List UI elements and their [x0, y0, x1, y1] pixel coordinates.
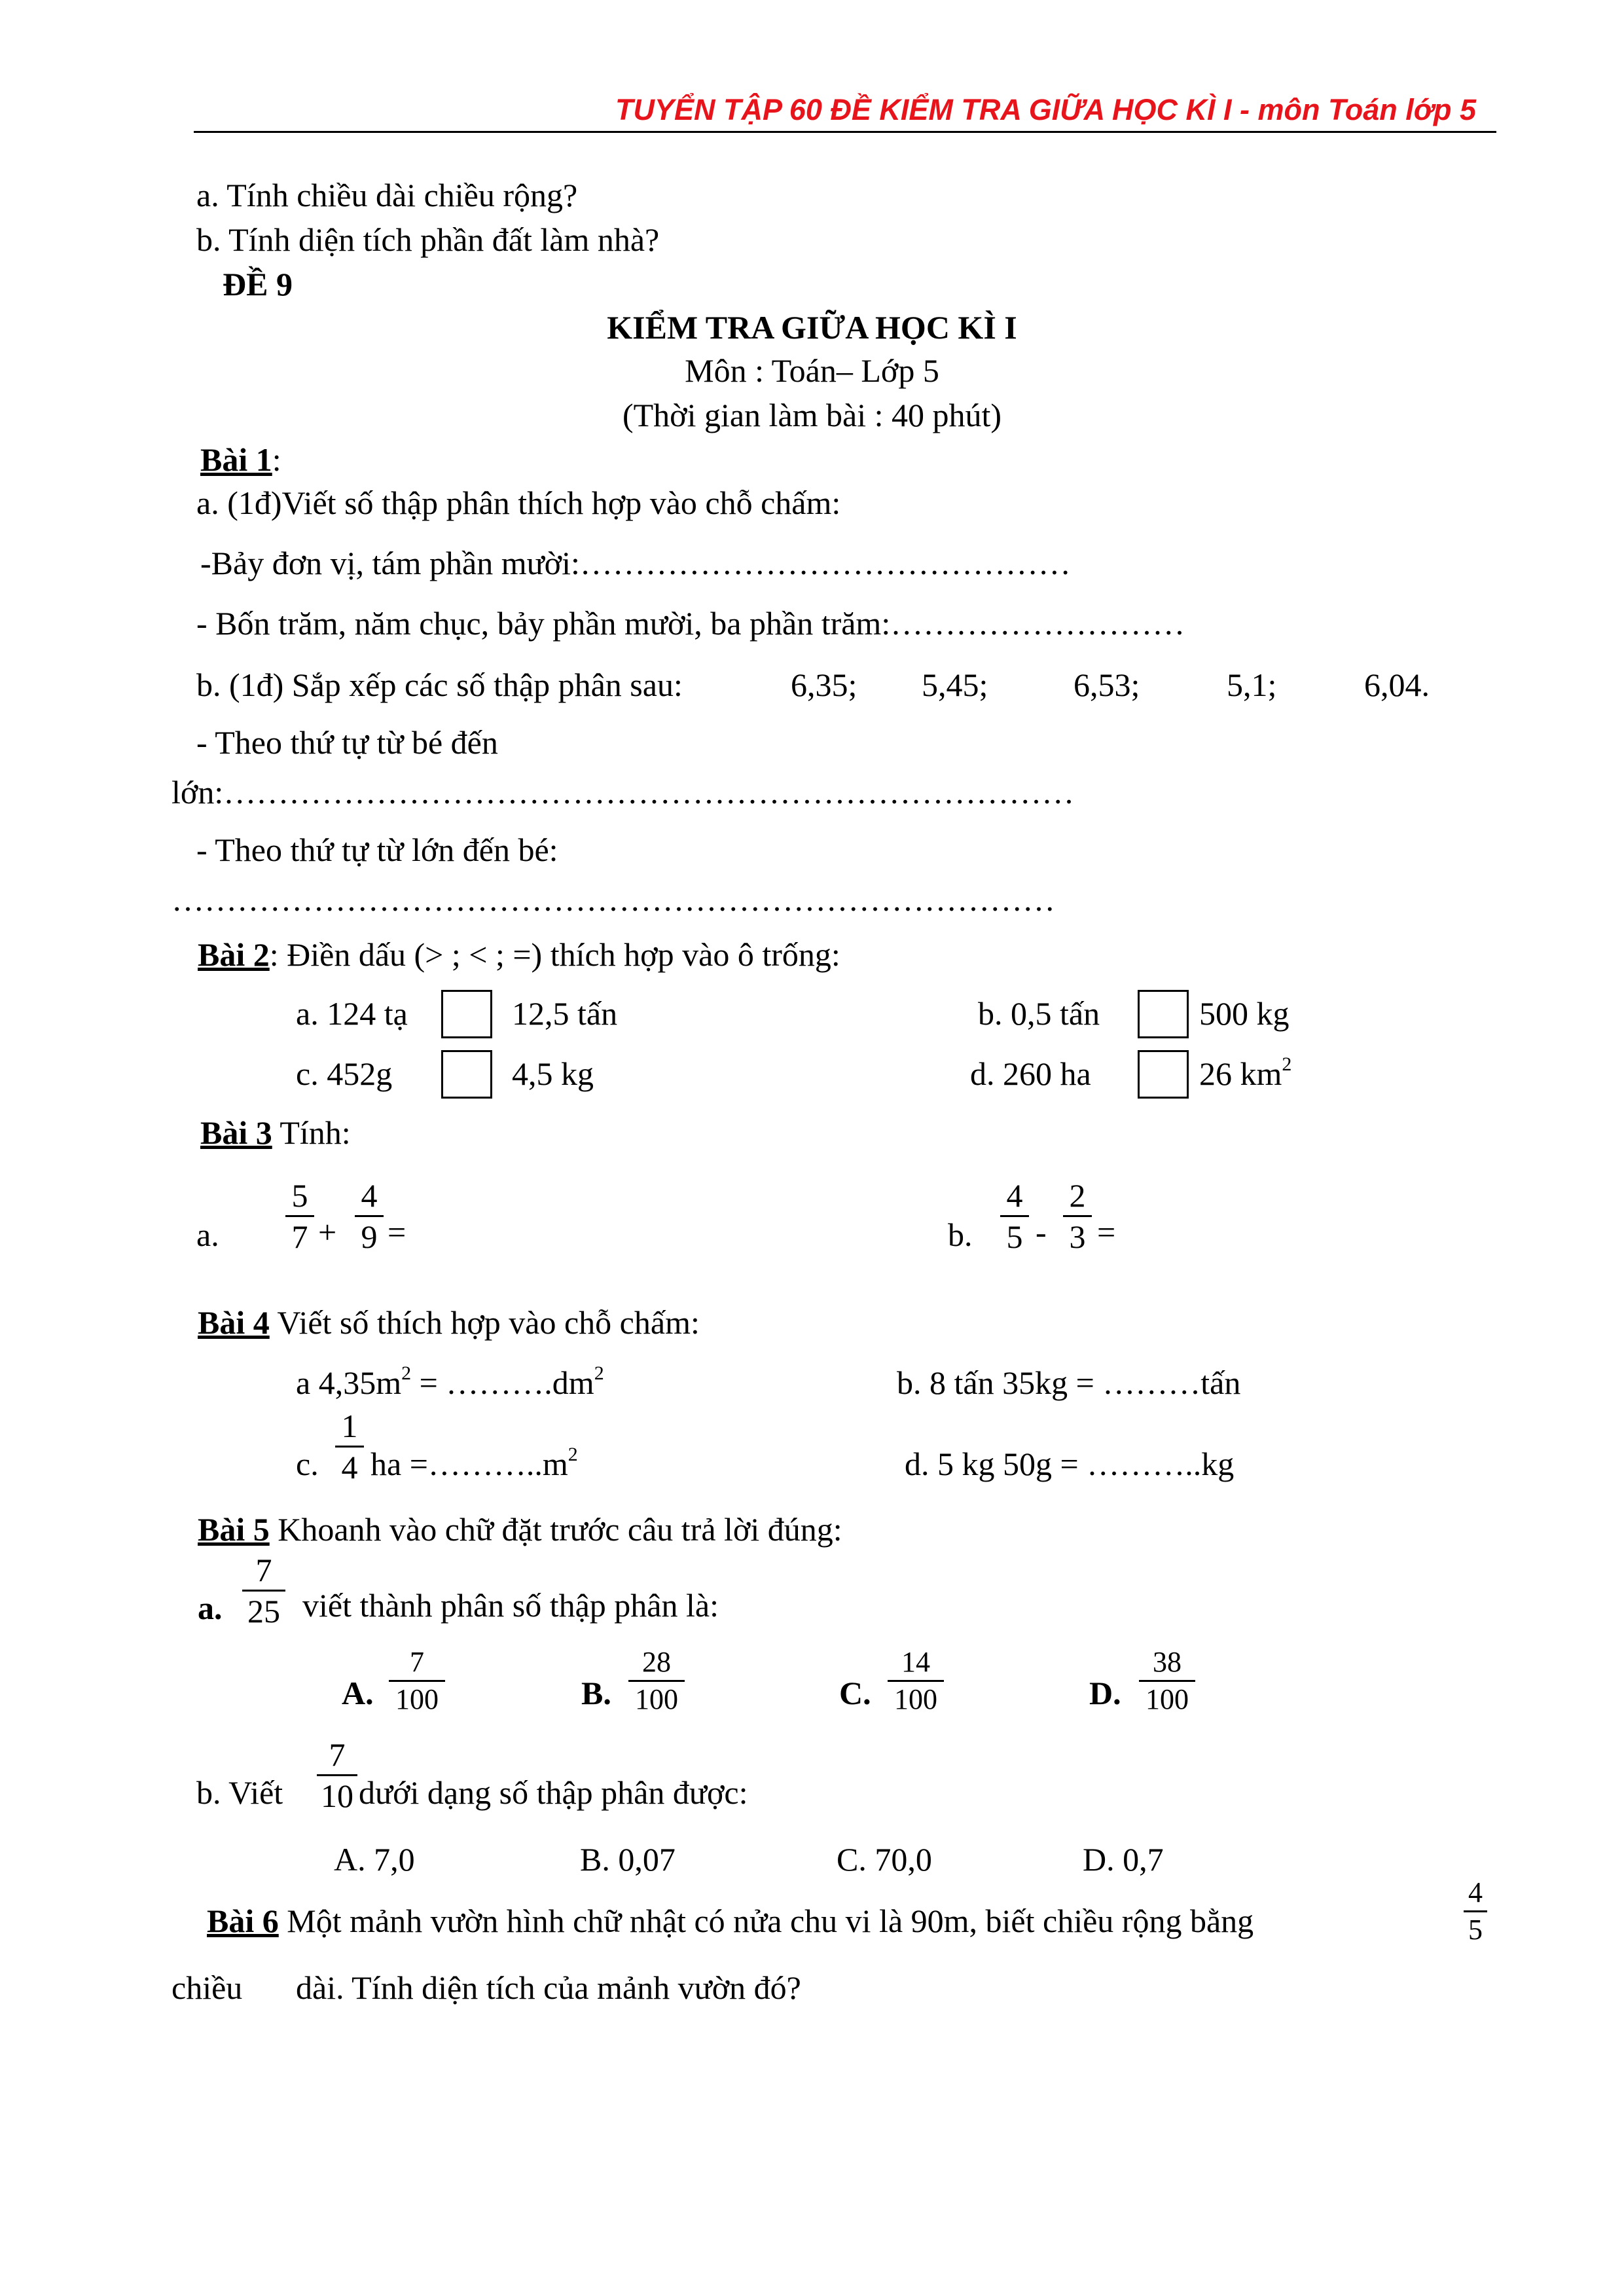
bai2-b-left: b. 0,5 tấn [978, 995, 1100, 1032]
bai3-b-fraction-1: 4 5 [1000, 1177, 1029, 1255]
bai5-a-choice-a-letter[interactable]: A. [342, 1675, 374, 1711]
prev-question-b: b. Tính diện tích phần đất làm nhà? [196, 221, 660, 258]
bai3-b-operator: - [1036, 1214, 1047, 1250]
prev-question-a: a. Tính chiều dài chiều rộng? [196, 177, 578, 213]
bai2-b-right: 500 kg [1199, 995, 1290, 1032]
bai5-b-text: dưới dạng số thập phân được: [359, 1774, 748, 1811]
bai3-b-equals: = [1097, 1214, 1116, 1250]
bai3-a-fraction-2: 4 9 [355, 1177, 384, 1255]
bai2-c-answer-box[interactable] [441, 1050, 492, 1099]
bai1-asc-line: lớn:…………………………………………………………………… [171, 774, 1075, 811]
bai4-a: a $4,35m^2$ = $\dots\dots\dots.dm^2$ [296, 1362, 604, 1401]
bai4-text: Viết số thích hợp vào chỗ chấm: [269, 1304, 700, 1341]
bai5-label: Bài 5 [198, 1511, 270, 1548]
bai3-heading [200, 1113, 351, 1152]
bai3-label: Bài 3 [200, 1114, 272, 1151]
bai1-desc-label: - Theo thứ tự từ lớn đến bé: [196, 831, 558, 868]
bai2-d-left: d. 260 ha [970, 1055, 1091, 1092]
bai1-a-intro: a. (1đ)Viết số thập phân thích hợp vào chỗ chấm: [196, 484, 841, 521]
bai5-text: Khoanh vào chữ đặt trước câu trả lời đúng: [269, 1511, 842, 1548]
bai5-b-fraction: 7 10 [317, 1736, 357, 1814]
bai5-a-choice-b-fraction: 28 100 [628, 1646, 685, 1716]
bai5-a-text: viết thành phân số thập phân là: [302, 1587, 719, 1624]
bai1-a-line2: - Bốn trăm, năm chục, bảy phần mười, ba phần trăm:……………………… [196, 605, 1185, 642]
bai2-a-right: 12,5 tấn [512, 995, 618, 1032]
bai1-a-line1: -Bảy đơn vị, tám phần mười:……………………………………… [200, 545, 1071, 581]
bai5-b-choice-d[interactable]: D. 0,7 [1083, 1841, 1164, 1878]
bai2-d-unit: 26 km [1199, 1055, 1282, 1092]
bai2-a-left: a. 124 tạ [296, 995, 408, 1032]
exam-subject: Môn : Toán– Lớp 5 [685, 352, 939, 389]
bai3-a-operator: + [318, 1214, 337, 1250]
bai2-label: Bài 2 [198, 936, 270, 973]
bai5-a-fraction: 7 25 [242, 1552, 285, 1630]
bai1-number-5: 6,04. [1364, 666, 1430, 703]
bai5-b-pre: b. Viết [196, 1774, 283, 1811]
bai5-a-choice-d-fraction: 38 100 [1139, 1646, 1195, 1716]
bai2-a-answer-box[interactable] [441, 990, 492, 1038]
bai1-number-2: 5,45; [922, 666, 988, 703]
bai5-a-choice-a-fraction: 7 100 [389, 1646, 445, 1716]
bai4-label: Bài 4 [198, 1304, 270, 1341]
bai2-text: : Điền dấu (> ; < ; =) thích hợp vào ô trống: [269, 936, 840, 973]
bai6-line2-end: dài. Tính diện tích của mảnh vườn đó? [296, 1969, 801, 2006]
bai4-c-label: c. [296, 1446, 319, 1482]
bai4-d: d. 5 kg 50g = ………..kg [905, 1446, 1235, 1482]
bai3-text: Tính: [272, 1114, 351, 1151]
bai4-heading [198, 1303, 700, 1342]
bai3-a-label: a. [196, 1216, 219, 1253]
bai5-b-choice-c[interactable]: C. 70,0 [837, 1841, 932, 1878]
page-header: TUYỂN TẬP 60 ĐỀ KIỂM TRA GIỮA HỌC KÌ I - môn Toán lớp 5 [615, 93, 1476, 126]
bai1-number-1: 6,35; [791, 666, 857, 703]
bai2-c-left: c. 452g [296, 1055, 393, 1092]
bai5-a-label: a. [198, 1590, 223, 1626]
bai4-b: b. 8 tấn 35kg = ………tấn [897, 1364, 1241, 1401]
bai1-colon: : [272, 441, 281, 478]
bai1-number-3: 6,53; [1074, 666, 1140, 703]
bai1-desc-line: ……………………………………………………………………… [171, 881, 1055, 918]
bai6-label: Bài 6 [207, 1903, 279, 1939]
bai2-d-exponent: 2 [1282, 1053, 1292, 1075]
bai6-text: Một mảnh vườn hình chữ nhật có nửa chu vi là 90m, biết chiều rộng bằng [278, 1903, 1254, 1939]
bai5-a-choice-d-letter[interactable]: D. [1089, 1675, 1121, 1711]
bai2-d-right [1199, 1054, 1291, 1093]
exam-number: ĐỀ 9 [223, 266, 293, 302]
bai1-label: Bài 1 [200, 441, 272, 478]
bai2-c-right: 4,5 kg [512, 1055, 594, 1092]
bai1-asc-label: - Theo thứ tự từ bé đến [196, 724, 498, 761]
bai4-c-fraction: 1 4 [335, 1408, 364, 1485]
bai6-line2-start: chiều [171, 1969, 243, 2006]
bai1-b-intro: b. (1đ) Sắp xếp các số thập phân sau: [196, 666, 683, 703]
bai5-heading [198, 1510, 842, 1549]
bai5-a-choice-c-fraction: 14 100 [888, 1646, 944, 1716]
bai1-heading [200, 440, 281, 479]
bai3-b-fraction-2: 2 3 [1063, 1177, 1092, 1255]
bai3-b-label: b. [948, 1216, 973, 1253]
exam-time: (Thời gian làm bài : 40 phút) [622, 397, 1002, 433]
bai2-d-answer-box[interactable] [1138, 1050, 1189, 1099]
bai1-number-4: 5,1; [1227, 666, 1277, 703]
bai2-heading [198, 935, 840, 974]
bai4-c: ha $=\dots\dots\dots..m^2$ [370, 1444, 578, 1482]
bai3-a-fraction-1: 5 7 [285, 1177, 314, 1255]
header-rule [194, 131, 1496, 133]
exam-title: KIỂM TRA GIỮA HỌC KÌ I [607, 309, 1017, 346]
bai5-b-choice-b[interactable]: B. 0,07 [580, 1841, 676, 1878]
bai5-a-choice-b-letter[interactable]: B. [581, 1675, 611, 1711]
bai6-heading [207, 1901, 1254, 1941]
bai5-a-choice-c-letter[interactable]: C. [839, 1675, 871, 1711]
bai2-b-answer-box[interactable] [1138, 990, 1189, 1038]
bai6-fraction: 4 5 [1464, 1876, 1487, 1946]
bai3-a-equals: = [388, 1214, 406, 1250]
bai5-b-choice-a[interactable]: A. 7,0 [334, 1841, 415, 1878]
